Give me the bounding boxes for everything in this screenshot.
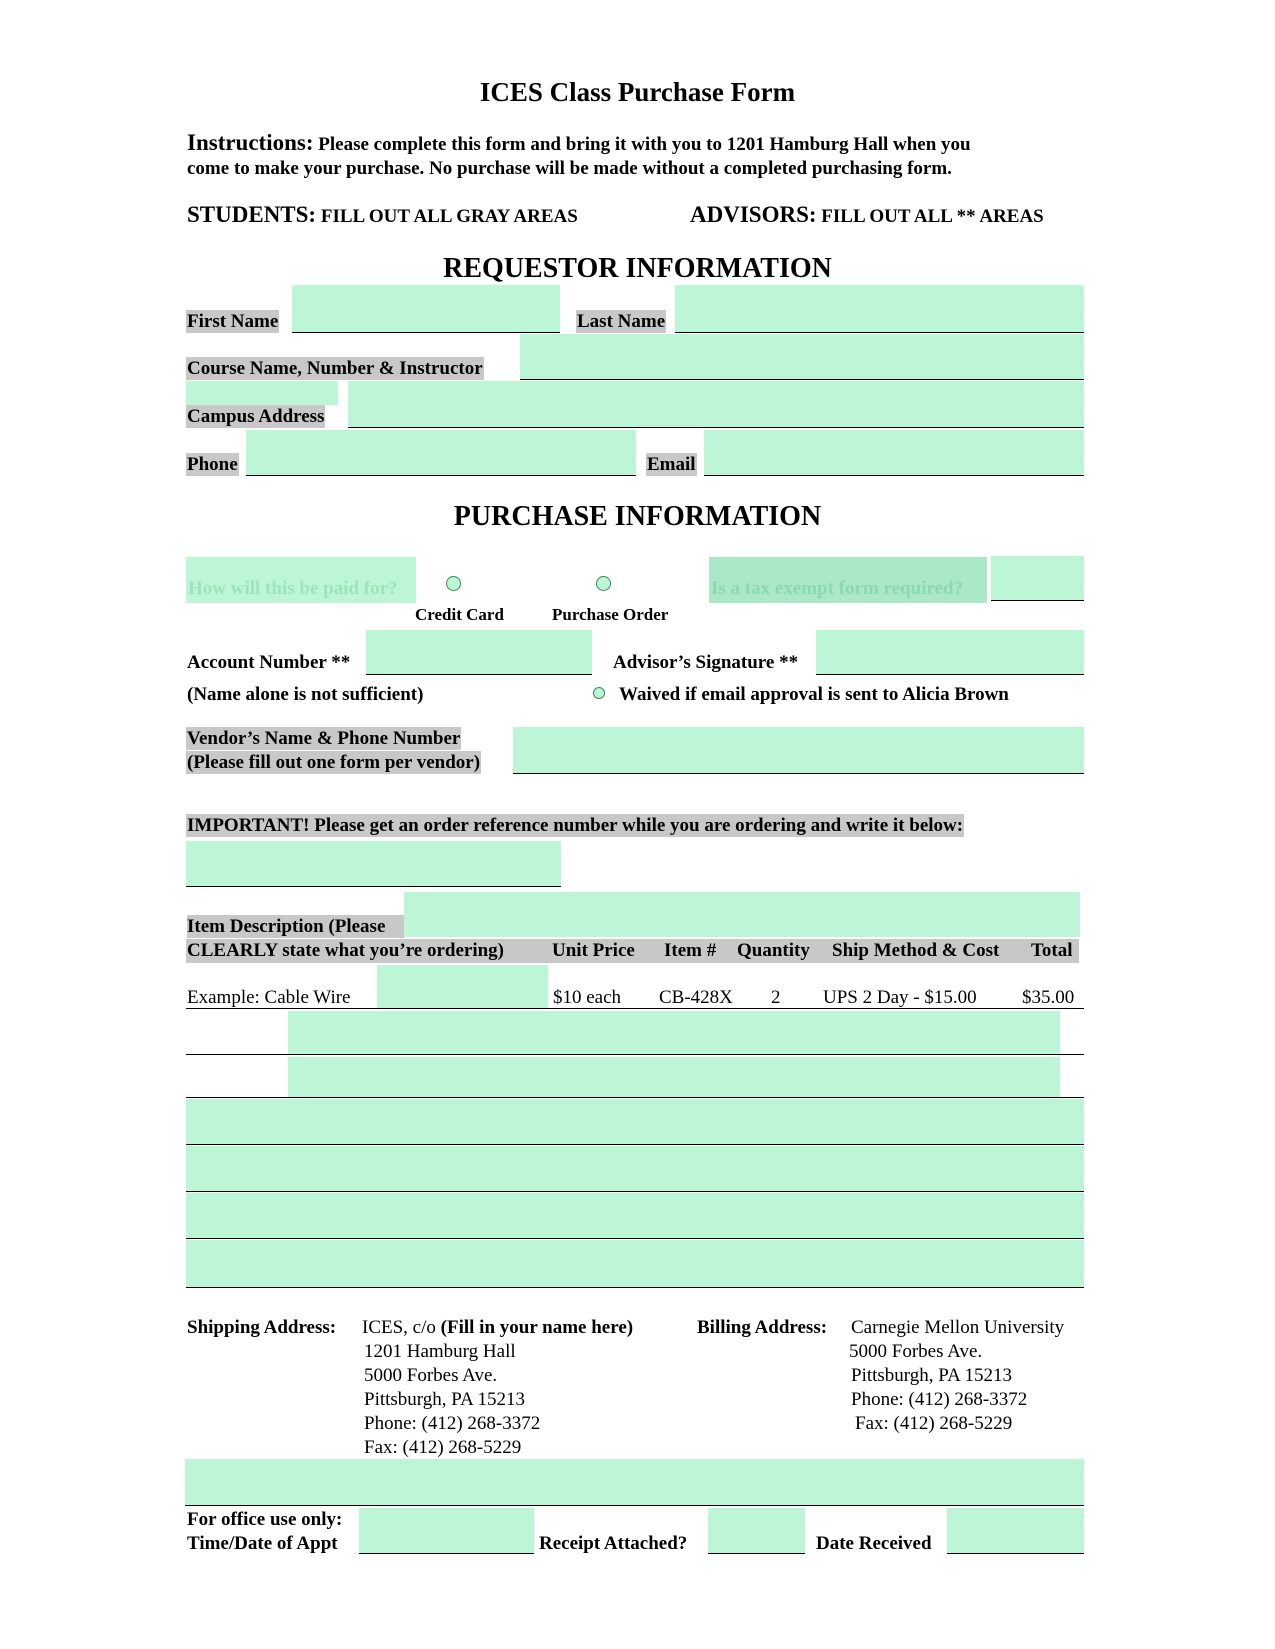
- item-row-6-field[interactable]: [186, 1240, 1084, 1288]
- vendor-label-line2: (Please fill out one form per vendor): [187, 752, 481, 773]
- instructions-line2: come to make your purchase. No purchase will be made without a completed purchasing form.: [187, 158, 952, 179]
- students-legend: [187, 202, 578, 230]
- instructions-label: Instructions:: [187, 130, 314, 155]
- billing-address-line: 5000 Forbes Ave.: [849, 1341, 983, 1362]
- header-total: Total: [1031, 940, 1073, 961]
- paid-question: How will this be paid for?: [186, 557, 416, 603]
- students-label: STUDENTS:: [187, 202, 317, 227]
- billing-label: Billing Address:: [697, 1317, 828, 1338]
- date-received-field[interactable]: [947, 1508, 1084, 1554]
- item-row-5-field[interactable]: [186, 1193, 1084, 1239]
- shipping-address-line: Pittsburgh, PA 15213: [364, 1389, 526, 1410]
- billing-address-line: Phone: (412) 268-3372: [851, 1389, 1028, 1410]
- shipping-address-line: Fax: (412) 268-5229: [364, 1437, 522, 1458]
- important-note: IMPORTANT! Please get an order reference number while you are ordering and write it below:: [187, 815, 964, 836]
- instructions-text: Please complete this form and bring it with you to 1201 Hamburg Hall when you: [318, 134, 971, 155]
- account-note: (Name alone is not sufficient): [187, 684, 424, 705]
- example-item-no: CB-428X: [659, 987, 733, 1008]
- course-field[interactable]: [520, 334, 1084, 380]
- receipt-field[interactable]: [708, 1508, 805, 1554]
- item-desc-label-line1: Item Description (Please: [187, 915, 404, 938]
- shipping-address-line: Phone: (412) 268-3372: [364, 1413, 541, 1434]
- first-name-field[interactable]: [292, 285, 560, 333]
- item-row-2-field[interactable]: [288, 1057, 1060, 1097]
- campus-address-label: Campus Address: [187, 406, 325, 427]
- time-date-field[interactable]: [359, 1508, 534, 1554]
- email-field[interactable]: [704, 430, 1084, 476]
- billing-address-line: Fax: (412) 268-5229: [855, 1413, 1013, 1434]
- page-title: ICES Class Purchase Form: [479, 77, 796, 107]
- item-row-2-line: [186, 1097, 1084, 1098]
- item-description-field[interactable]: [404, 892, 1080, 937]
- purchase-heading: PURCHASE INFORMATION: [453, 501, 822, 532]
- header-unit-price: Unit Price: [552, 940, 635, 961]
- time-date-label: Time/Date of Appt: [187, 1533, 338, 1554]
- tax-exempt-field[interactable]: [991, 556, 1084, 601]
- order-reference-field[interactable]: [186, 841, 561, 887]
- example-quantity: 2: [771, 987, 781, 1008]
- item-row-1-field[interactable]: [288, 1011, 1060, 1055]
- item-desc-label-line2: CLEARLY state what you’re ordering): [187, 940, 505, 961]
- requestor-heading: REQUESTOR INFORMATION: [443, 253, 832, 284]
- first-name-label: First Name: [187, 311, 279, 332]
- credit-card-label: Credit Card: [415, 605, 504, 624]
- shipping-line-1: [362, 1316, 633, 1340]
- phone-label: Phone: [187, 454, 238, 475]
- item-row-4-field[interactable]: [186, 1146, 1084, 1192]
- example-ship: UPS 2 Day - $15.00: [823, 987, 977, 1008]
- receipt-label: Receipt Attached?: [539, 1533, 688, 1554]
- advisors-legend: [690, 202, 1044, 230]
- campus-address-field[interactable]: [348, 381, 1084, 428]
- course-label: Course Name, Number & Instructor: [187, 358, 483, 379]
- account-number-label: Account Number **: [187, 652, 351, 673]
- shipping-address-line: 1201 Hamburg Hall: [364, 1341, 516, 1362]
- header-quantity: Quantity: [737, 940, 810, 961]
- shipping-fill-name: (Fill in your name here): [440, 1317, 634, 1338]
- advisors-label: ADVISORS:: [690, 202, 817, 227]
- header-item-no: Item #: [664, 940, 717, 961]
- office-wide-field[interactable]: [185, 1459, 1084, 1506]
- waived-label: Waived if email approval is sent to Alicia Brown: [619, 684, 1009, 705]
- item-row-1-line: [186, 1054, 1084, 1055]
- vendor-label-line1: Vendor’s Name & Phone Number: [187, 728, 461, 749]
- vendor-field[interactable]: [513, 727, 1084, 774]
- office-label: For office use only:: [187, 1509, 343, 1530]
- tax-question: Is a tax exempt form required?: [709, 557, 987, 603]
- shipping-label: Shipping Address:: [187, 1317, 337, 1338]
- shipping-co: ICES, c/o: [362, 1317, 441, 1338]
- credit-card-radio[interactable]: [446, 576, 461, 591]
- last-name-label: Last Name: [577, 311, 666, 332]
- instructions-line1: [187, 131, 971, 157]
- example-underline: [186, 1008, 1084, 1009]
- example-label: Example: Cable Wire: [187, 987, 351, 1008]
- email-label: Email: [647, 454, 696, 475]
- header-ship-method: Ship Method & Cost: [832, 940, 1000, 961]
- phone-field[interactable]: [246, 430, 636, 476]
- purchase-order-radio[interactable]: [596, 576, 611, 591]
- advisors-text: FILL OUT ALL ** AREAS: [821, 206, 1044, 227]
- waived-checkbox[interactable]: [593, 687, 605, 699]
- item-row-3-field[interactable]: [186, 1099, 1084, 1145]
- advisor-signature-field[interactable]: [816, 630, 1084, 675]
- advisor-signature-label: Advisor’s Signature **: [613, 652, 799, 673]
- billing-address-line: Pittsburgh, PA 15213: [851, 1365, 1013, 1386]
- last-name-field[interactable]: [675, 285, 1084, 333]
- shipping-address-line: 5000 Forbes Ave.: [364, 1365, 498, 1386]
- purchase-order-label: Purchase Order: [552, 605, 669, 624]
- account-number-field[interactable]: [366, 630, 592, 675]
- example-total: $35.00: [1022, 987, 1075, 1008]
- example-unit-price: $10 each: [553, 987, 622, 1008]
- students-text: FILL OUT ALL GRAY AREAS: [320, 206, 578, 227]
- date-received-label: Date Received: [816, 1533, 932, 1554]
- campus-address-highlight: [186, 381, 338, 405]
- item-header-row: [186, 939, 1079, 963]
- billing-address-line: Carnegie Mellon University: [851, 1317, 1065, 1338]
- example-highlight: [377, 965, 548, 1008]
